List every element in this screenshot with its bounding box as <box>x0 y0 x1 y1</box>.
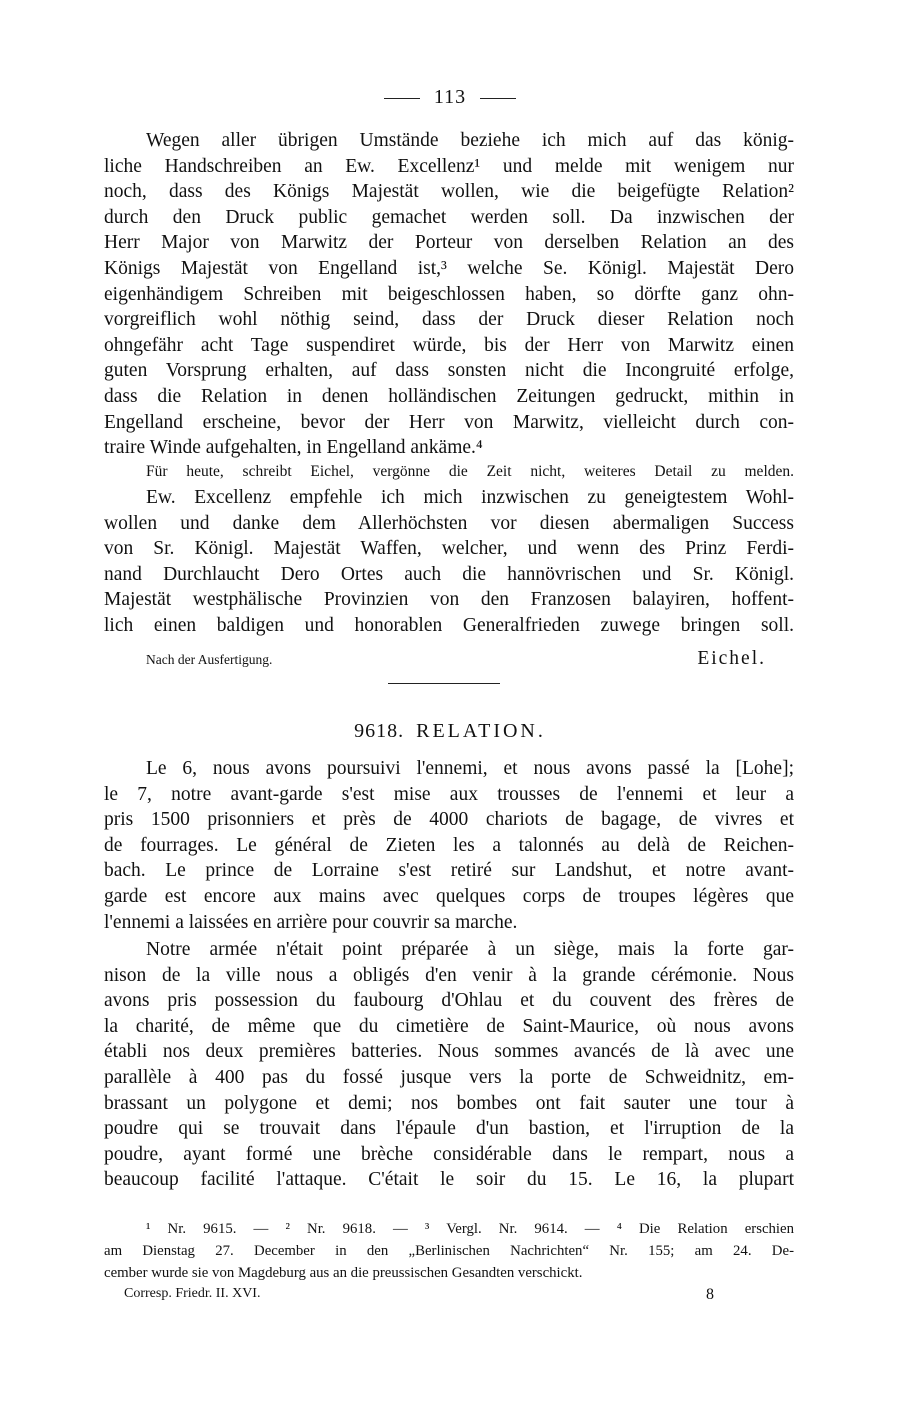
text-line: l'ennemi a laissées en arrière pour couvrir sa marche. <box>104 911 518 933</box>
header-dash-left <box>384 98 420 99</box>
text-line: de fourrages. Le général de Zieten les a talonnés au delà de Reichen- <box>104 834 794 856</box>
signature-line <box>146 648 766 672</box>
text-line: nand Durchlaucht Dero Ortes auch die hannövrischen und Sr. Königl. <box>104 563 794 585</box>
text-line: la charité, de même que du cimetière de Saint-Maurice, où nous avons <box>104 1015 794 1037</box>
text-line: Herr Major von Marwitz der Porteur von derselben Relation an des <box>104 232 794 254</box>
text-line: poudre qui se trouvait dans l'épaule d'un bastion, et l'irruption de la <box>104 1118 794 1140</box>
section-number: 9618. <box>354 720 405 742</box>
text-line: poudre, ayant formé une brèche considérable dans le rempart, nous a <box>104 1143 794 1165</box>
text-line: parallèle à 400 pas du fossé jusque vers la porte de Schweidnitz, em- <box>104 1066 794 1088</box>
text-line: traire Winde aufgehalten, in Engelland ankäme.⁴ <box>104 437 483 459</box>
section-title: RELATION. <box>416 720 546 742</box>
signature-mark: 8 <box>706 1286 714 1303</box>
page-header <box>0 86 900 109</box>
paragraph-4 <box>104 937 794 1193</box>
text-line: bach. Le prince de Lorraine s'est retiré sur Landshut, et notre avant- <box>104 860 794 882</box>
text-line: brassant un polygone et demi; nos bombes ont fait sauter une tour à <box>104 1092 794 1114</box>
text-line: établi nos deux premières batteries. Nous sommes avancés de là avec une <box>104 1041 794 1063</box>
text-line: Majestät westphälische Provinzien von den Franzosen balayiren, hoffent- <box>104 589 794 611</box>
page-footer <box>124 1286 714 1308</box>
section-divider <box>388 683 500 684</box>
source-note: Nach der Ausfertigung. <box>146 652 273 667</box>
text-line: Ew. Excellenz empfehle ich mich inzwischen zu geneigtestem Wohl- <box>146 487 794 508</box>
text-line: Le 6, nous avons poursuivi l'ennemi, et nous avons passé la [Lohe]; <box>146 758 794 779</box>
text-line: von Sr. Königl. Majestät Waffen, welcher, und wenn des Prinz Ferdi- <box>104 538 794 560</box>
signature: Eichel. <box>697 648 766 669</box>
text-line: noch, dass des Königs Majestät wollen, wie die beigefügte Relation² <box>104 181 794 203</box>
paragraph-3 <box>104 756 794 935</box>
paragraph-1 <box>104 128 794 461</box>
text-line: Königs Majestät von Engelland ist,³ welche Se. Königl. Majestät Dero <box>104 257 794 279</box>
text-line: Engelland erscheine, bevor der Herr von Marwitz, vielleicht durch con- <box>104 411 794 433</box>
editorial-note: Für heute, schreibt Eichel, vergönne die Zeit nicht, weiteres Detail zu melden. <box>146 463 794 480</box>
footnote-line: ¹ Nr. 9615. — ² Nr. 9618. — ³ Vergl. Nr. 9614. — ⁴ Die Relation erschien <box>146 1221 794 1237</box>
page-number: 113 <box>433 86 467 108</box>
header-dash-right <box>480 98 516 99</box>
text-line: wollen und danke dem Allerhöchsten vor diesen abermaligen Success <box>104 512 794 534</box>
text-line: liche Handschreiben an Ew. Excellenz¹ und melde mit wenigem nur <box>104 155 794 177</box>
text-line: Notre armée n'était point préparée à un siège, mais la forte gar- <box>146 939 794 960</box>
text-line: ohngefähr acht Tage suspendiret würde, bis der Herr von Marwitz einen <box>104 334 794 356</box>
text-line: avons pris possession du faubourg d'Ohlau et du couvent des frères de <box>104 990 794 1012</box>
text-line: lich einen baldigen und honorablen Generalfrieden zuwege bringen soll. <box>104 614 794 636</box>
text-line: garde est encore aux mains avec quelques corps de troupes légères que <box>104 885 794 907</box>
text-line: durch den Druck public gemachet werden soll. Da inzwischen der <box>104 206 794 228</box>
text-line: Wegen aller übrigen Umstände beziehe ich mich auf das könig- <box>146 130 794 151</box>
footer-source: Corresp. Friedr. II. XVI. <box>124 1286 261 1301</box>
text-line: le 7, notre avant-garde s'est mise aux trousses de l'ennemi et leur a <box>104 783 794 805</box>
section-heading <box>0 720 900 743</box>
text-line: beaucoup facilité l'attaque. C'était le soir du 15. Le 16, la plupart <box>104 1169 794 1191</box>
text-line: vorgreiflich wohl nöthig seind, dass der Druck dieser Relation noch <box>104 309 794 331</box>
footnote-line: am Dienstag 27. December in den „Berlinischen Nachrichten“ Nr. 155; am 24. De- <box>104 1243 794 1259</box>
paragraph-2 <box>104 485 794 639</box>
text-line: dass die Relation in denen holländischen Zeitungen gedruckt, mithin in <box>104 385 794 407</box>
text-line: nison de la ville nous a obligés d'en venir à la grande cérémonie. Nous <box>104 964 794 986</box>
text-line: eigenhändigem Schreiben mit beigeschlossen haben, so dörfte ganz ohn- <box>104 283 794 305</box>
text-line: pris 1500 prisonniers et près de 4000 chariots de bagage, de vivres et <box>104 809 794 831</box>
footnote-line: cember wurde sie von Magdeburg aus an die preussischen Gesandten verschickt. <box>104 1265 583 1281</box>
text-line: guten Vorsprung erhalten, auf dass sonsten nicht die Incongruité erfolge, <box>104 360 794 382</box>
